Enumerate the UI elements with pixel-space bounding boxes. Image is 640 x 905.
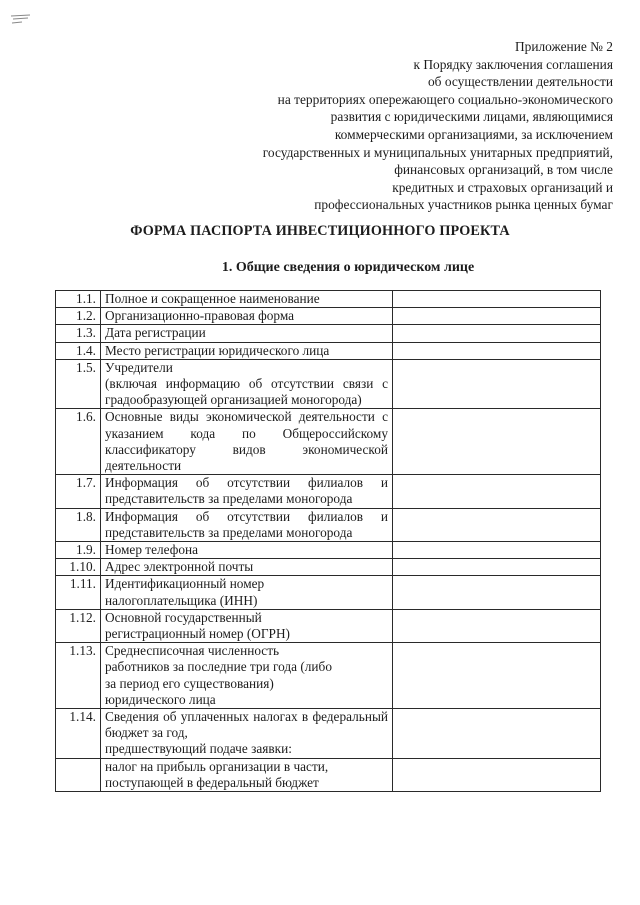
row-number: 1.2.: [56, 308, 101, 325]
appendix-line: профессиональных участников рынка ценных бумаг: [314, 197, 613, 213]
row-label: Основной государственный регистрационный номер (ОГРН): [101, 609, 393, 642]
row-number: 1.10.: [56, 559, 101, 576]
table-row: [56, 559, 601, 576]
table-row: [56, 508, 601, 541]
appendix-line: государственных и муниципальных унитарных предприятий,: [262, 144, 613, 160]
appendix-line: кредитных и страховых организаций и: [392, 179, 613, 195]
row-value-field[interactable]: [393, 359, 601, 409]
row-value-field[interactable]: [393, 475, 601, 508]
appendix-line: Приложение № 2: [514, 39, 613, 54]
row-number: 1.11.: [56, 576, 101, 609]
scan-mark-icon: [10, 14, 32, 26]
passport-table: [55, 290, 601, 792]
appendix-line: к Порядку заключения соглашения: [413, 56, 613, 72]
row-value-field[interactable]: [393, 409, 601, 475]
section-title: 1. Общие сведения о юридическом лице: [221, 260, 475, 275]
row-label: Сведения об уплаченных налогах в федеральный бюджет за год, предшествующий подаче заявки:: [101, 709, 393, 759]
row-label: Среднесписочная численность работников за последние три года (либо за период его существования) юридического лица: [101, 643, 393, 709]
row-number: 1.13.: [56, 643, 101, 709]
table-row: [56, 576, 601, 609]
row-value-field[interactable]: [393, 508, 601, 541]
table-row: [56, 609, 601, 642]
row-label: Адрес электронной почты: [101, 559, 393, 576]
row-label: Место регистрации юридического лица: [101, 342, 393, 359]
row-value-field[interactable]: [393, 291, 601, 308]
table-row: [56, 325, 601, 342]
appendix-line: развития с юридическими лицами, являющимися: [330, 109, 613, 125]
row-number: 1.12.: [56, 609, 101, 642]
row-value-field[interactable]: [393, 559, 601, 576]
table-row: [56, 342, 601, 359]
row-number: 1.7.: [56, 475, 101, 508]
row-value-field[interactable]: [393, 542, 601, 559]
row-label: Идентификационный номер налогоплательщика (ИНН): [101, 576, 393, 609]
row-number: 1.5.: [56, 359, 101, 409]
row-value-field[interactable]: [393, 325, 601, 342]
table-row: [56, 643, 601, 709]
row-label: Организационно-правовая форма: [101, 308, 393, 325]
row-value-field[interactable]: [393, 576, 601, 609]
table-row: [56, 475, 601, 508]
table-row: [56, 542, 601, 559]
document-title: ФОРМА ПАСПОРТА ИНВЕСТИЦИОННОГО ПРОЕКТА: [130, 223, 510, 239]
row-label: Информация об отсутствии филиалов и представительств за пределами моногорода: [101, 508, 393, 541]
row-value-field[interactable]: [393, 758, 601, 791]
appendix-line: на территориях опережающего социально-экономического: [277, 91, 613, 107]
row-value-field[interactable]: [393, 342, 601, 359]
row-number: 1.8.: [56, 508, 101, 541]
row-number: 1.9.: [56, 542, 101, 559]
table-row: [56, 409, 601, 475]
row-label: Учредители (включая информацию об отсутствии связи с градообразующей организацией моногорода): [101, 359, 393, 409]
table-row: [56, 758, 601, 791]
row-value-field[interactable]: [393, 643, 601, 709]
row-label: Дата регистрации: [101, 325, 393, 342]
row-number: 1.6.: [56, 409, 101, 475]
row-number: [56, 758, 101, 791]
row-label: налог на прибыль организации в части, поступающей в федеральный бюджет: [101, 758, 393, 791]
row-value-field[interactable]: [393, 609, 601, 642]
appendix-header: [143, 38, 613, 214]
row-number: 1.4.: [56, 342, 101, 359]
row-number: 1.1.: [56, 291, 101, 308]
row-label: Основные виды экономической деятельности с указанием кода по Общероссийскому классификатору видов экономической деятельности: [101, 409, 393, 475]
passport-table-body: [56, 291, 601, 792]
row-label: Информация об отсутствии филиалов и представительств за пределами моногорода: [101, 475, 393, 508]
table-row: [56, 709, 601, 759]
appendix-line: об осуществлении деятельности: [427, 74, 613, 90]
table-row: [56, 291, 601, 308]
row-number: 1.3.: [56, 325, 101, 342]
row-label: Номер телефона: [101, 542, 393, 559]
table-row: [56, 359, 601, 409]
table-row: [56, 308, 601, 325]
row-label: Полное и сокращенное наименование: [101, 291, 393, 308]
appendix-line: финансовых организаций, в том числе: [394, 162, 613, 178]
row-number: 1.14.: [56, 709, 101, 759]
appendix-line: коммерческими организациями, за исключением: [334, 126, 613, 142]
row-value-field[interactable]: [393, 709, 601, 759]
row-value-field[interactable]: [393, 308, 601, 325]
